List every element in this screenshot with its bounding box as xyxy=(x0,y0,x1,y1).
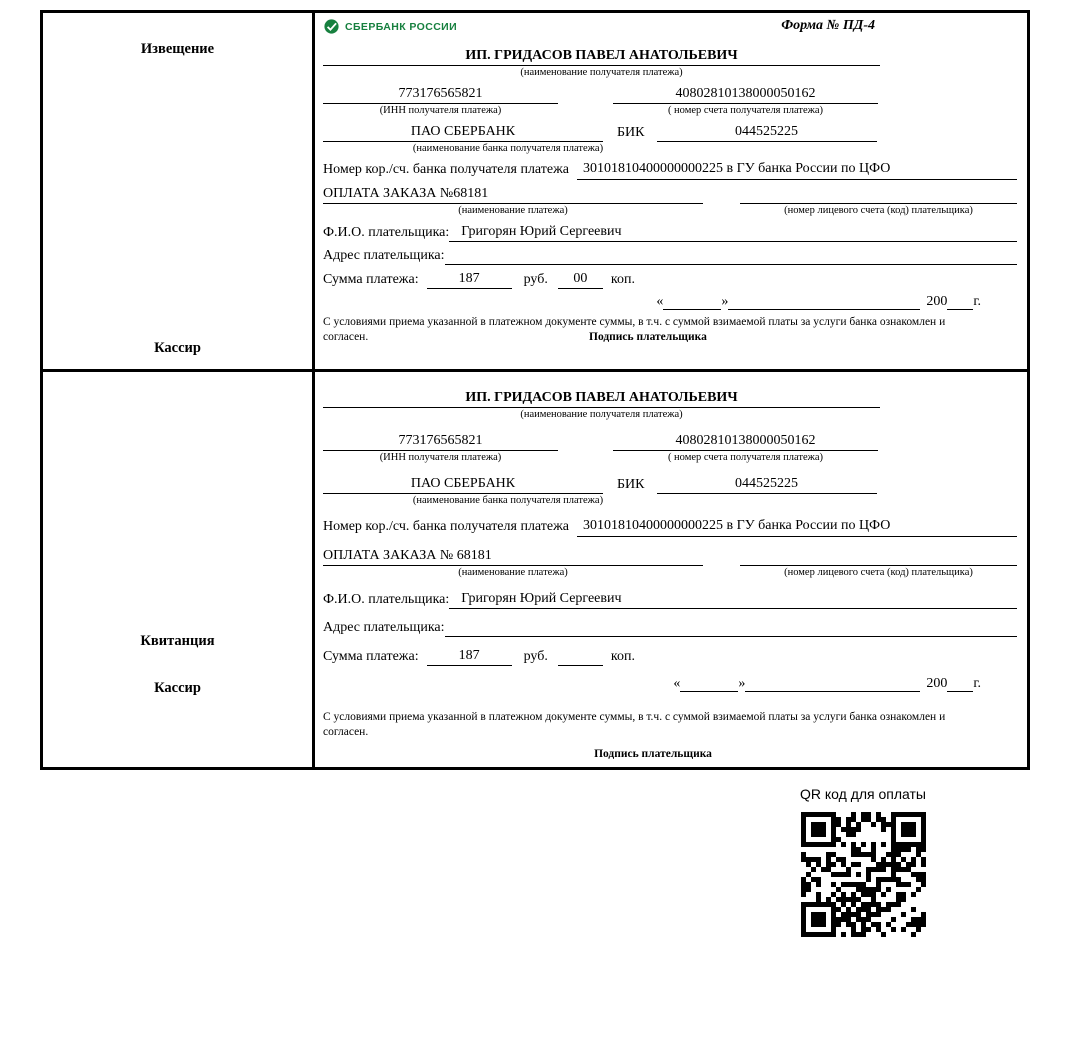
notice-cashier-label: Кассир xyxy=(154,340,201,356)
quote-close: » xyxy=(738,676,746,692)
corr-account-label: Номер кор./сч. банка получателя платежа xyxy=(323,519,569,535)
rub-label: руб. xyxy=(523,648,548,664)
inn-value: 773176565821 xyxy=(323,432,558,451)
inn-value: 773176565821 xyxy=(323,85,558,104)
date-blank-line xyxy=(663,295,721,310)
kop-label: коп. xyxy=(610,271,635,287)
bank-name-caption: (наименование банка получателя платежа) xyxy=(412,494,604,506)
agreement-text: С условиями приема указанной в платежном документе суммы, в т.ч. с суммой взимаемой платы за услуги банка ознакомлен и согласен. xyxy=(323,316,946,344)
notice-header-row xyxy=(323,18,1017,42)
receipt-label: Квитанция xyxy=(140,633,215,649)
receipt-stub xyxy=(43,372,315,767)
notice-label: Извещение xyxy=(140,41,215,57)
quote-open: « xyxy=(656,294,664,310)
year-blank-line xyxy=(947,295,973,310)
sberbank-logo-icon xyxy=(323,18,340,35)
sum-kop-value: 00 xyxy=(558,270,603,289)
corr-account-value: 30101810400000000225 в ГУ банка России по ЦФО xyxy=(577,160,1017,179)
payer-address-value xyxy=(445,620,1017,637)
quote-open: « xyxy=(673,676,681,692)
year-suffix: г. xyxy=(973,676,981,692)
personal-account-caption: (номер лицевого счета (код) плательщика) xyxy=(784,566,973,578)
payer-address-label: Адрес плательщика: xyxy=(323,619,445,635)
receipt-form xyxy=(315,372,1027,767)
bik-label: БИК xyxy=(617,476,645,492)
sum-rub-value: 187 xyxy=(427,270,512,289)
personal-account-caption: (номер лицевого счета (код) плательщика) xyxy=(784,204,973,216)
receipt-section xyxy=(40,369,1030,770)
kop-label: коп. xyxy=(610,648,635,664)
inn-caption: (ИНН получателя платежа) xyxy=(379,105,502,117)
year-prefix: 200 xyxy=(926,676,948,692)
payer-name-label: Ф.И.О. плательщика: xyxy=(323,591,450,607)
notice-stub xyxy=(43,13,315,369)
receipt-cashier-label: Кассир xyxy=(154,680,201,696)
inn-caption: (ИНН получателя платежа) xyxy=(379,452,502,464)
sum-kop-value xyxy=(558,649,603,666)
date-line xyxy=(323,676,1017,692)
payment-purpose-value: ОПЛАТА ЗАКАЗА № 68181 xyxy=(323,547,703,566)
bik-value: 044525225 xyxy=(657,475,877,494)
qr-block xyxy=(788,786,938,937)
corr-account-value: 30101810400000000225 в ГУ банка России по ЦФО xyxy=(577,517,1017,536)
bank-name-value: ПАО СБЕРБАНК xyxy=(323,123,603,142)
quote-close: » xyxy=(721,294,729,310)
personal-account-blank xyxy=(740,187,1017,204)
recipient-caption: (наименование получателя платежа) xyxy=(520,409,683,421)
bik-value: 044525225 xyxy=(657,123,877,142)
year-blank-line xyxy=(947,677,973,692)
notice-form xyxy=(315,13,1027,369)
sum-row xyxy=(323,270,1017,289)
date-line xyxy=(323,294,1017,310)
account-value: 40802810138000050162 xyxy=(613,432,878,451)
signature-label: Подпись плательщика xyxy=(589,331,707,344)
account-caption: ( номер счета получателя платежа) xyxy=(667,105,824,117)
recipient-name: ИП. ГРИДАСОВ ПАВЕЛ АНАТОЛЬЕВИЧ xyxy=(323,389,880,408)
agreement-block xyxy=(323,315,991,345)
payer-name-value: Григорян Юрий Сергеевич xyxy=(449,223,1017,242)
payment-purpose-caption: (наименование платежа) xyxy=(458,204,568,216)
payer-name-label: Ф.И.О. плательщика: xyxy=(323,224,450,240)
qr-code xyxy=(801,812,926,937)
signature-label: Подпись плательщика xyxy=(594,748,712,761)
date-blank-line xyxy=(728,295,920,310)
form-number: Форма № ПД-4 xyxy=(781,18,875,33)
qr-caption: QR код для оплаты xyxy=(799,786,926,802)
bank-name-caption: (наименование банка получателя платежа) xyxy=(412,142,604,154)
notice-section xyxy=(40,10,1030,372)
agreement-block xyxy=(323,710,991,740)
sum-row xyxy=(323,647,1017,666)
corr-account-label: Номер кор./сч. банка получателя платежа xyxy=(323,162,569,178)
date-blank-line xyxy=(745,677,920,692)
bank-name-value: ПАО СБЕРБАНК xyxy=(323,475,603,494)
payer-address-label: Адрес плательщика: xyxy=(323,247,445,263)
agreement-text: С условиями приема указанной в платежном документе суммы, в т.ч. с суммой взимаемой платы за услуги банка ознакомлен и согласен. xyxy=(323,711,946,739)
recipient-name: ИП. ГРИДАСОВ ПАВЕЛ АНАТОЛЬЕВИЧ xyxy=(323,47,880,66)
rub-label: руб. xyxy=(523,271,548,287)
account-caption: ( номер счета получателя платежа) xyxy=(667,452,824,464)
payment-purpose-caption: (наименование платежа) xyxy=(458,566,568,578)
payer-address-value xyxy=(445,248,1017,265)
payer-name-value: Григорян Юрий Сергеевич xyxy=(449,590,1017,609)
date-blank-line xyxy=(680,677,738,692)
recipient-caption: (наименование получателя платежа) xyxy=(520,67,683,79)
year-suffix: г. xyxy=(973,294,981,310)
bik-label: БИК xyxy=(617,124,645,140)
year-prefix: 200 xyxy=(926,294,948,310)
payment-purpose-value: ОПЛАТА ЗАКАЗА №68181 xyxy=(323,185,703,204)
account-value: 40802810138000050162 xyxy=(613,85,878,104)
sum-rub-value: 187 xyxy=(427,647,512,666)
sum-label: Сумма платежа: xyxy=(323,271,419,287)
sum-label: Сумма платежа: xyxy=(323,648,419,664)
sberbank-logo xyxy=(323,18,457,35)
personal-account-blank xyxy=(740,549,1017,566)
sberbank-logo-text: СБЕРБАНК РОССИИ xyxy=(345,20,458,33)
